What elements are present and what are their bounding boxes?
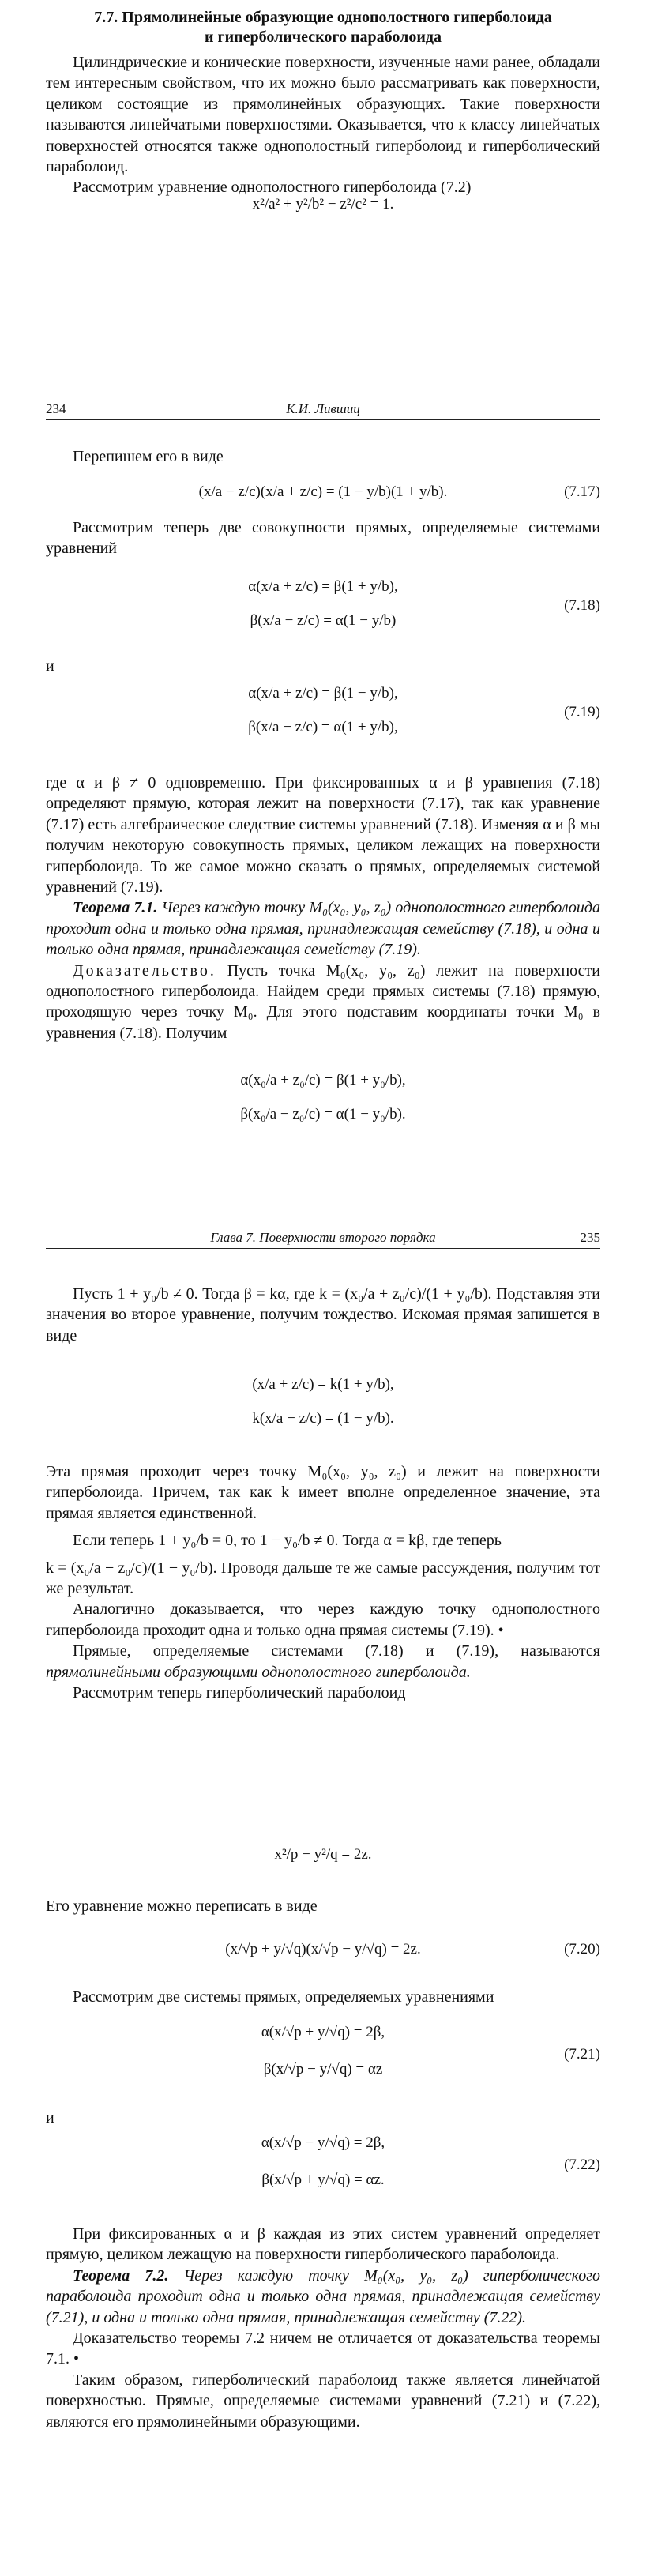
and-connector-1 [46, 656, 600, 676]
page-number: 235 [580, 1229, 600, 1245]
paragraph-if-zero: Если теперь 1 + y₀/b = 0, то 1 − y₀/b ≠ 0. Тогда α = kβ, где теперь [73, 1532, 502, 1550]
equation-m0-line2: β(x₀/a − z₀/c) = α(1 − y₀/b). [240, 1106, 406, 1123]
paragraph-definition [46, 1641, 600, 1683]
proof-continuation [46, 1284, 600, 1346]
equation-7-19-row [46, 683, 600, 746]
theorem-7-1 [46, 897, 600, 960]
running-header-chapter: Глава 7. Поверхности второго порядка [210, 1229, 436, 1245]
running-header-234 [46, 399, 600, 420]
equation-number: (7.19) [564, 704, 600, 720]
paragraph-rewrite: Перепишем его в виде [73, 448, 224, 465]
theorem-7-2 [46, 2266, 600, 2328]
paragraph-k-new: k = (x₀/a − z₀/c)/(1 − y₀/b). Проводя дальше те же самые рассуждения, получим тот же результат. [46, 1559, 600, 1597]
equation-m0-line1: α(x₀/a + z₀/c) = β(1 + y₀/b), [240, 1072, 406, 1089]
equation-number: (7.17) [564, 483, 600, 500]
paragraph-two-systems: Рассмотрим две системы прямых, определяемых уравнениями [73, 1988, 494, 2006]
equation-7-18-row [46, 577, 600, 640]
equation-paraboloid: x²/p − y²/q = 2z. [274, 1846, 372, 1863]
two-systems-intro [46, 1987, 600, 2007]
paragraph-line-unique: Эта прямая проходит через точку M₀(x₀, y₀, z₀) и лежит на поверхности гиперболоида. Причем, так как k имеет вполне определенное значение, эта прямая является единственной. [46, 1463, 600, 1522]
equation-7-19-line1: α(x/a + z/c) = β(1 − y/b), [248, 685, 398, 701]
equation-7-19-line2: β(x/a − z/c) = α(1 + y/b), [248, 719, 398, 736]
equation-m0-row [46, 1070, 600, 1134]
proof-label: Доказательство. [73, 961, 216, 980]
paragraph-ruled-surfaces: Цилиндрические и конические поверхности, изученные нами ранее, обладали тем интересным свойством, что их можно было рассматривать как поверхности, целиком состоящие из прямолинейных образующих. Такие поверхности называются линейчатыми поверхностями. Оказывается, что к классу линейчатых поверхностей относятся также однополостный гиперболоид и гиперболический параболоид. [46, 54, 600, 175]
equation-number: (7.18) [564, 597, 600, 614]
uniqueness-block [46, 1461, 600, 1703]
paragraph-can-rewrite: Его уравнение можно переписать в виде [46, 1897, 318, 1915]
page-number: 234 [46, 401, 66, 416]
families-discussion [46, 773, 600, 1044]
paragraph-consider-hyperboloid: Рассмотрим уравнение однополостного гиперболоида (7.2) [73, 179, 472, 197]
closing-block [46, 2224, 600, 2432]
equation-7-22-line2: β(x/√p + y/√q) = αz. [261, 2172, 385, 2189]
equation-line-k-1: (x/a + z/c) = k(1 + y/b), [252, 1376, 394, 1393]
equation-7-22-row [46, 2133, 600, 2204]
two-families-intro [46, 517, 600, 559]
section-title-line2: и гиперболического параболоида [205, 28, 442, 46]
and-connector-2 [46, 2108, 600, 2128]
paragraph-conclusion: Таким образом, гиперболический параболоид также является линейчатой поверхностью. Прямые, определяемые системами уравнений (7.21) и (7.22), являются его прямолинейными образующими. [46, 2371, 600, 2431]
and-word: и [46, 657, 54, 675]
theorem-label: Теорема 7.2. [73, 2266, 169, 2285]
paragraph-each-system: При фиксированных α и β каждая из этих систем уравнений определяет прямую, целиком лежащую на поверхности гиперболического параболоида. [46, 2225, 600, 2264]
paragraph-let-nonzero: Пусть 1 + y₀/b ≠ 0. Тогда β = kα, где k = (x₀/a + z₀/c)/(1 + y₀/b). Подставляя эти значения во второе уравнение, получим тождество. Искомая прямая запишется в виде [46, 1285, 600, 1344]
proof-text: Пусть точка M₀(x₀, y₀, z₀) лежит на поверхности однополостного гиперболоида. Найдем среди прямых системы (7.18) прямую, проходящую через точку M₀. Для этого подставим координаты точки M₀ в уравнения (7.18). Получим [46, 961, 600, 1042]
paragraph-proof-same: Доказательство теоремы 7.2 ничем не отличается от доказательства теоремы 7.1. • [46, 2329, 600, 2368]
equation-7-21-row [46, 2022, 600, 2093]
equation-number: (7.22) [564, 2157, 600, 2173]
section-title [46, 8, 600, 47]
theorem-text: Через каждую точку M₀(x₀, y₀, z₀) гиперболического параболоида проходит одна и только одна прямая, принадлежащая семейству (7.21), и одна и только одна прямая, принадлежащая семейству (7.22). [46, 2266, 601, 2326]
running-header-235 [46, 1228, 600, 1249]
section-title-line1: 7.7. Прямолинейные образующие однополостного гиперболоида [94, 9, 552, 26]
equation-7-20-row [46, 1939, 600, 1959]
paragraph-two-families: Рассмотрим теперь две совокупности прямых, определяемые системами уравнений [46, 519, 600, 558]
intro-block [46, 52, 600, 198]
equation-7-21-line1: α(x/√p + y/√q) = 2β, [261, 2024, 385, 2040]
equation-line-k-row [46, 1374, 600, 1438]
equation-number: (7.21) [564, 2046, 600, 2063]
equation-7-17-row [46, 482, 600, 502]
equation-7-18-line1: α(x/a + z/c) = β(1 + y/b), [248, 578, 398, 595]
running-header-author: К.И. Лившиц [286, 401, 360, 416]
equation-line-k-2: k(x/a − z/c) = (1 − y/b). [252, 1410, 394, 1427]
paragraph-fixed-alpha-beta: где α и β ≠ 0 одновременно. При фиксированных α и β уравнения (7.18) определяют прямую, которая лежит на поверхности (7.17), так как уравнение (7.17) есть алгебраическое следствие системы уравнений (7.18). Изменяя α и β мы получим некоторую совокупность прямых, целиком лежащих на поверхности гиперболоида. То же самое можно сказать о прямых, определяемых системой уравнений (7.19). [46, 774, 600, 896]
definition-lead: Прямые, определяемые системами (7.18) и (7.19), называются [73, 1642, 600, 1660]
proof-7-1 [46, 961, 600, 1044]
paragraph-analogously: Аналогично доказывается, что через каждую точку однополостного гиперболоида проходит одна и только одна прямая системы (7.19). • [46, 1600, 600, 1639]
rewrite-intro [46, 446, 600, 467]
theorem-label: Теорема 7.1. [73, 899, 158, 917]
equation-7-22-line1: α(x/√p − y/√q) = 2β, [261, 2134, 385, 2151]
definition-term: прямолинейными образующими однополостного гиперболоида. [46, 1663, 471, 1681]
paraboloid-rewrite [46, 1896, 600, 1916]
equation-7-2: x²/a² + y²/b² − z²/c² = 1. [252, 196, 394, 212]
equation-7-20: (x/√p + y/√q)(x/√p − y/√q) = 2z. [225, 1941, 421, 1957]
equation-number: (7.20) [564, 1941, 600, 1957]
equation-7-21-line2: β(x/√p − y/√q) = αz [263, 2061, 383, 2078]
theorem-text: Через каждую точку M₀(x₀, y₀, z₀) однополостного гиперболоида проходит одна и только одна прямая, принадлежащая семейству (7.18), и одна и только одна прямая, принадлежащая семейству (7.19). [46, 899, 601, 959]
equation-7-18-line2: β(x/a − z/c) = α(1 − y/b) [250, 612, 397, 630]
paragraph-consider-paraboloid: Рассмотрим теперь гиперболический параболоид [73, 1683, 406, 1702]
equation-7-17: (x/a − z/c)(x/a + z/c) = (1 − y/b)(1 + y/b). [198, 483, 448, 500]
and-word: и [46, 2109, 54, 2127]
